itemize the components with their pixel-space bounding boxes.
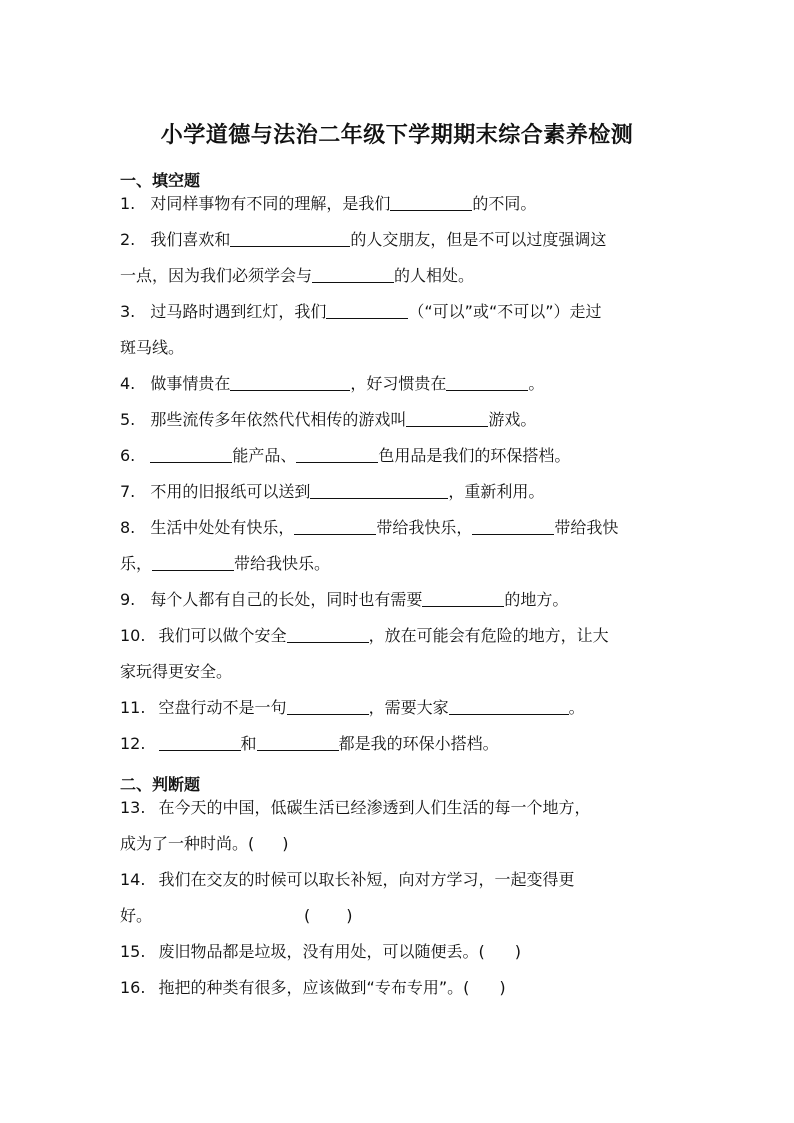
answer-blank[interactable] bbox=[312, 266, 394, 283]
answer-blank[interactable] bbox=[294, 518, 376, 535]
page-title: 小学道德与法治二年级下学期期末综合素养检测 bbox=[160, 123, 634, 148]
question-14-cont: 好。 ( ) bbox=[120, 906, 353, 925]
question-7: 7. 不用的旧报纸可以送到 ，重新利用。 bbox=[120, 482, 545, 501]
question-6: 6. 能产品、 色用品是我们的环保搭档。 bbox=[120, 446, 571, 465]
question-2-cont: 一点，因为我们必须学会与 的人相处。 bbox=[120, 266, 475, 285]
question-3-cont: 斑马线。 bbox=[120, 338, 185, 357]
question-16: 16. 拖把的种类有很多，应该做到“专布专用”。( ) bbox=[120, 978, 506, 997]
section-fill-in-blank: 一、填空题 bbox=[120, 171, 201, 190]
answer-blank[interactable] bbox=[472, 518, 554, 535]
answer-blank[interactable] bbox=[150, 446, 232, 463]
answer-blank[interactable] bbox=[230, 230, 350, 247]
answer-blank[interactable] bbox=[159, 734, 241, 751]
question-10: 10. 我们可以做个安全 ，放在可能会有危险的地方，让大 bbox=[120, 626, 609, 645]
question-5: 5. 那些流传多年依然代代相传的游戏叫 游戏。 bbox=[120, 410, 537, 429]
answer-blank[interactable] bbox=[230, 374, 350, 391]
answer-blank[interactable] bbox=[310, 482, 448, 499]
answer-blank[interactable] bbox=[287, 698, 369, 715]
answer-blank[interactable] bbox=[449, 698, 569, 715]
question-15: 15. 废旧物品都是垃圾，没有用处，可以随便丢。( ) bbox=[120, 942, 522, 961]
question-12: 12. 和 都是我的环保小搭档。 bbox=[120, 734, 499, 753]
section-true-false: 二、判断题 bbox=[120, 775, 201, 794]
question-13-cont: 成为了一种时尚。( ) bbox=[120, 834, 289, 853]
question-14: 14. 我们在交友的时候可以取长补短，向对方学习，一起变得更 bbox=[120, 870, 575, 889]
question-2: 2. 我们喜欢和 的人交朋友，但是不可以过度强调这 bbox=[120, 230, 607, 249]
question-13: 13. 在今天的中国，低碳生活已经渗透到人们生活的每一个地方， bbox=[120, 798, 591, 817]
answer-blank[interactable] bbox=[257, 734, 339, 751]
answer-blank[interactable] bbox=[152, 554, 234, 571]
answer-blank[interactable] bbox=[287, 626, 369, 643]
answer-blank[interactable] bbox=[296, 446, 378, 463]
question-1: 1. 对同样事物有不同的理解，是我们 的不同。 bbox=[120, 194, 537, 213]
question-3: 3. 过马路时遇到红灯，我们 （“可以”或“不可以”）走过 bbox=[120, 302, 602, 321]
question-8-cont: 乐， 带给我快乐。 bbox=[120, 554, 331, 573]
question-4: 4. 做事情贵在 ，好习惯贵在 。 bbox=[120, 374, 545, 393]
answer-blank[interactable] bbox=[446, 374, 528, 391]
answer-blank[interactable] bbox=[326, 302, 408, 319]
answer-blank[interactable] bbox=[390, 194, 472, 211]
question-8: 8. 生活中处处有快乐， 带给我快乐， 带给我快 bbox=[120, 518, 619, 537]
answer-blank[interactable] bbox=[406, 410, 488, 427]
question-11: 11. 空盘行动不是一句 ，需要大家 。 bbox=[120, 698, 585, 717]
answer-blank[interactable] bbox=[422, 590, 504, 607]
question-9: 9. 每个人都有自己的长处，同时也有需要 的地方。 bbox=[120, 590, 569, 609]
question-10-cont: 家玩得更安全。 bbox=[120, 662, 233, 681]
